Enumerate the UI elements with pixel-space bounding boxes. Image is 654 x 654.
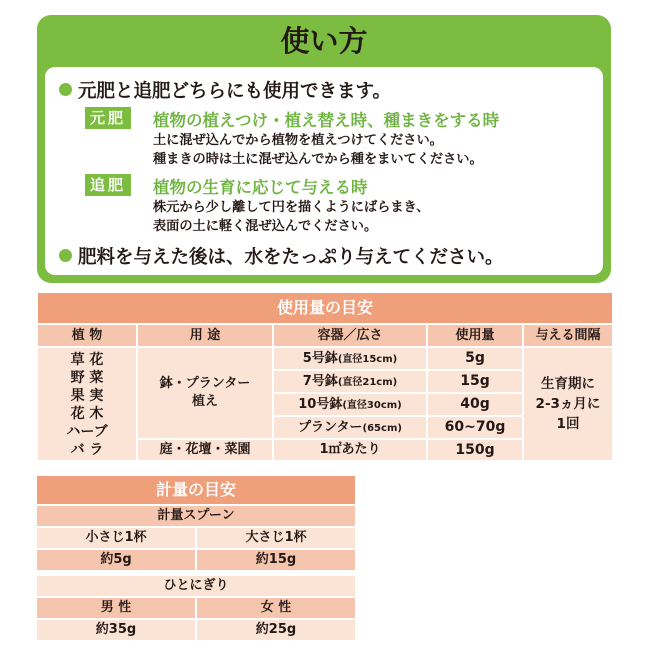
container-main: プランター xyxy=(298,420,363,435)
container-main: 10号鉢 xyxy=(298,397,343,412)
container-main: 1㎡あたり xyxy=(319,442,381,457)
use-pot-line-2: 植え xyxy=(191,394,218,409)
amount-cell: 40g xyxy=(428,394,522,415)
plant-item: 草 花 xyxy=(70,352,104,368)
hand-header: ひとにぎり xyxy=(37,576,355,596)
usage-bullet-2-text: 肥料を与えた後は、水をたっぷり与えてください。 xyxy=(78,247,504,268)
container-main: 7号鉢 xyxy=(302,374,338,389)
base-fertilizer-tag: 元肥 xyxy=(85,107,131,129)
top-dressing-line-2: 表面の土に軽く混ぜ込んでください。 xyxy=(153,219,378,234)
usage-bullet-1-text: 元肥と追肥どちらにも使用できます。 xyxy=(78,81,392,102)
usage-panel xyxy=(37,15,611,283)
use-pot-line-1: 鉢・プランター xyxy=(159,376,251,391)
amount-cell: 60~70g xyxy=(428,417,522,438)
container-sub: (直径21cm) xyxy=(337,377,398,388)
usage-bullet-2 xyxy=(59,243,504,269)
header-use: 用 途 xyxy=(138,325,272,346)
measure-table-title: 計量の目安 xyxy=(37,476,355,504)
use-garden-cell: 庭・花壇・菜園 xyxy=(138,440,272,460)
amount-cell: 150g xyxy=(428,440,522,460)
header-amount: 使用量 xyxy=(428,325,522,346)
spoon-val-large: 約15g xyxy=(197,550,355,570)
amount-cell: 15g xyxy=(428,371,522,392)
container-sub: (65cm) xyxy=(362,423,402,434)
spoon-val-small: 約5g xyxy=(37,550,195,570)
container-sub: (直径15cm) xyxy=(337,354,398,365)
use-pot-cell xyxy=(138,348,272,438)
measure-table xyxy=(37,476,355,637)
top-dressing-line-1: 株元から少し離して円を描くようにばらまき、 xyxy=(153,200,430,215)
usage-bullet-1 xyxy=(59,77,391,103)
plant-item: 果 実 xyxy=(70,388,104,404)
bullet-dot-icon xyxy=(59,83,72,96)
interval-line-1: 生育期に xyxy=(541,376,595,392)
top-dressing-tag: 追肥 xyxy=(85,174,131,196)
hand-val-female: 約25g xyxy=(197,620,355,640)
container-row xyxy=(274,394,426,415)
amount-table xyxy=(38,293,612,458)
base-fertilizer-heading: 植物の植えつけ・植え替え時、種まきをする時 xyxy=(153,111,500,130)
hand-col-male: 男 性 xyxy=(37,598,195,618)
spoon-col-small: 小さじ1杯 xyxy=(37,528,195,548)
spoon-header: 計量スプーン xyxy=(37,506,355,526)
plant-item: バ ラ xyxy=(70,442,104,458)
container-main: 5号鉢 xyxy=(302,351,338,366)
plant-item: 野 菜 xyxy=(70,370,104,386)
container-row xyxy=(274,348,426,369)
usage-title: 使い方 xyxy=(280,24,368,58)
plant-item: ハーブ xyxy=(66,424,108,440)
base-fertilizer-line-2: 種まきの時は土に混ぜ込んでから種をまいてください。 xyxy=(153,152,483,167)
interval-line-2: 2-3ヵ月に xyxy=(535,396,601,412)
container-row xyxy=(274,440,426,460)
amount-cell: 5g xyxy=(428,348,522,369)
header-container: 容器／広さ xyxy=(274,325,426,346)
interval-line-3: 1回 xyxy=(556,416,580,432)
hand-val-male: 約35g xyxy=(37,620,195,640)
hand-col-female: 女 性 xyxy=(197,598,355,618)
plant-item: 花 木 xyxy=(70,406,104,422)
container-row xyxy=(274,371,426,392)
top-dressing-heading: 植物の生育に応じて与える時 xyxy=(153,178,368,197)
base-fertilizer-line-1: 土に混ぜ込んでから植物を植えつけてください。 xyxy=(153,133,443,148)
spoon-col-large: 大さじ1杯 xyxy=(197,528,355,548)
bullet-dot-icon xyxy=(59,249,72,262)
amount-table-title: 使用量の目安 xyxy=(38,293,612,323)
header-interval: 与える間隔 xyxy=(524,325,612,346)
container-sub: (直径30cm) xyxy=(342,400,402,411)
header-plant: 植 物 xyxy=(38,325,136,346)
interval-cell xyxy=(524,348,612,460)
container-row xyxy=(274,417,426,438)
usage-body xyxy=(45,67,603,275)
